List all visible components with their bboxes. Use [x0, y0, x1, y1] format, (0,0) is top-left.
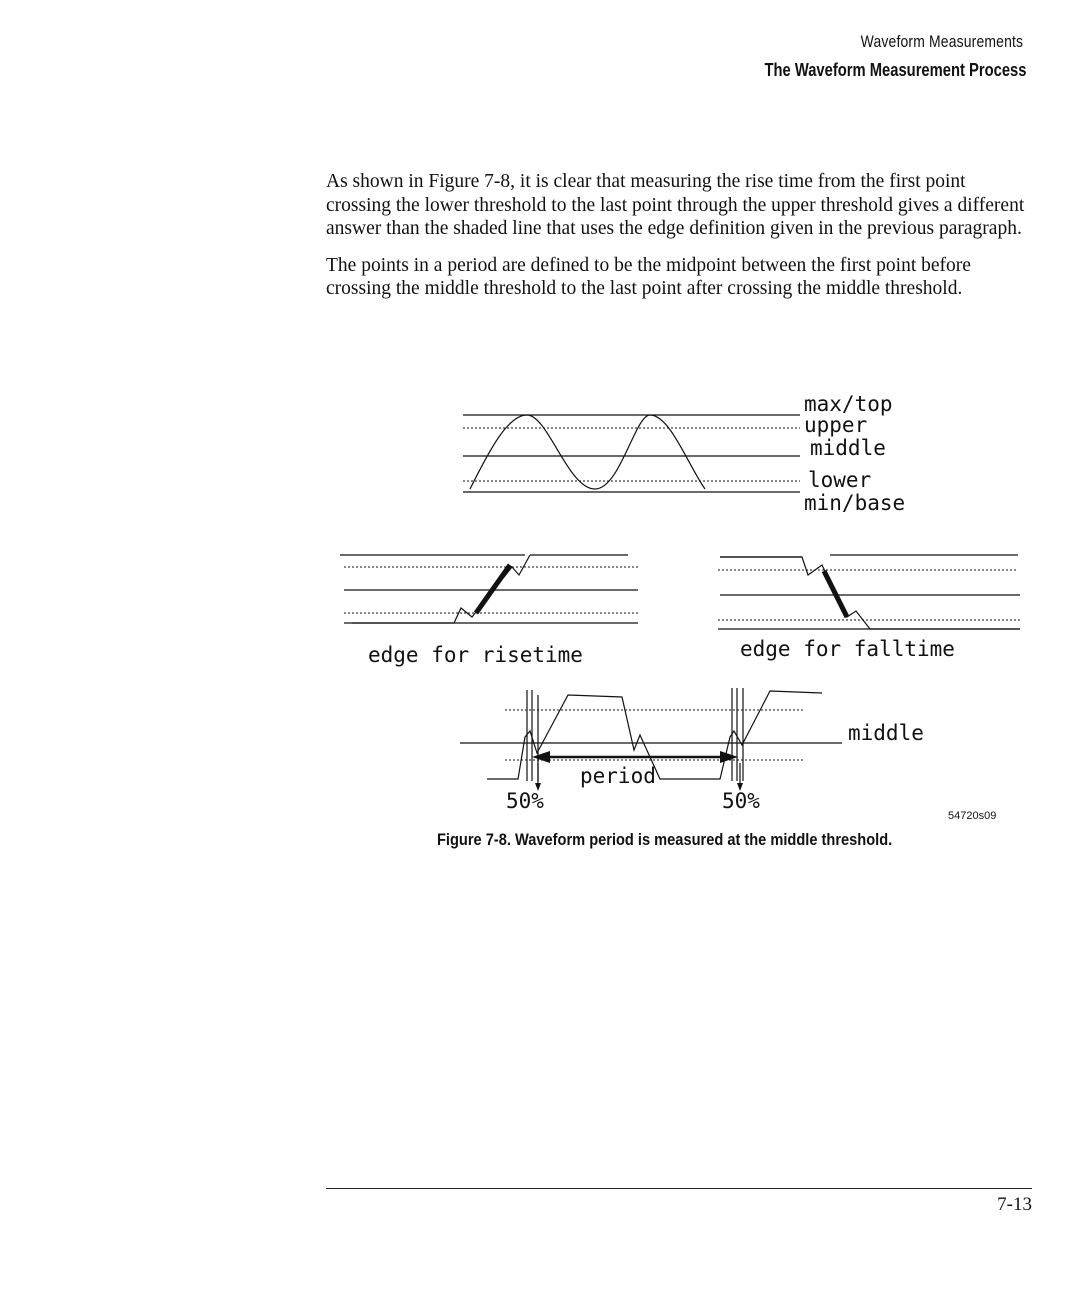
- sine-waveform: [470, 415, 705, 489]
- figure-caption: Figure 7-8. Waveform period is measured at the middle threshold.: [437, 830, 893, 849]
- body-text: [326, 170, 1032, 314]
- running-header-section: The Waveform Measurement Process: [764, 60, 1026, 80]
- label-middle: middle: [810, 436, 886, 460]
- label-edge-risetime: edge for risetime: [368, 643, 583, 667]
- label-50-percent-right: 50%: [722, 789, 760, 813]
- label-edge-falltime: edge for falltime: [740, 637, 955, 661]
- label-upper: upper: [804, 413, 868, 437]
- waveform-diagram: [330, 385, 1030, 825]
- label-lower: lower: [808, 468, 872, 492]
- label-50-percent-left: 50%: [506, 789, 544, 813]
- paragraph-rise-time: As shown in Figure 7-8, it is clear that measuring the rise time from the first point crossing the lower threshold to the last point through the upper threshold gives a different answer than the shaded line that uses the edge definition given in the previous paragraph.: [326, 171, 1025, 239]
- fall-waveform: [720, 557, 1020, 629]
- footer-rule: [326, 1188, 1032, 1189]
- period-arrow-right: [720, 751, 738, 763]
- label-max-top: max/top: [804, 392, 893, 416]
- paragraph-period: The points in a period are defined to be the midpoint between the first point before crossing the middle threshold to the last point after crossing the middle threshold.: [326, 254, 971, 299]
- page-number: 7-13: [997, 1194, 1032, 1215]
- label-period: period: [580, 764, 656, 788]
- label-min-base: min/base: [804, 491, 906, 515]
- fall-edge-highlight: [824, 571, 847, 617]
- period-arrow-left: [532, 751, 550, 763]
- running-header-chapter: Waveform Measurements: [860, 32, 1023, 51]
- figure-code: 54720s09: [948, 810, 997, 822]
- figure-7-8: [330, 385, 1030, 825]
- label-period-middle: middle: [848, 721, 924, 745]
- rise-edge-highlight: [476, 565, 510, 613]
